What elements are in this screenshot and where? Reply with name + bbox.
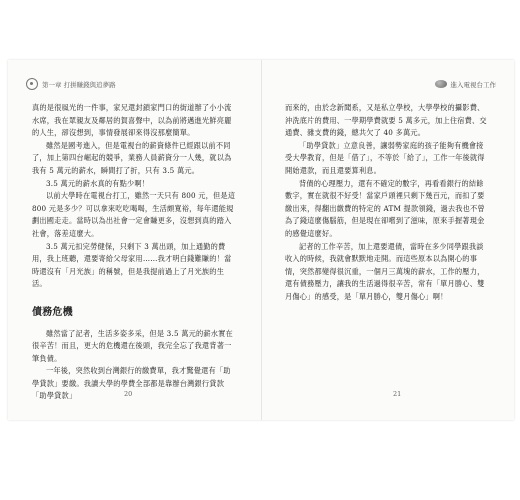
left-header-text: 第一章 打拼賺錢與追夢路 — [42, 80, 116, 89]
right-body — [285, 102, 490, 304]
left-header — [26, 78, 116, 90]
paragraph: 3.5 萬元扣完勞健保，只剩下 3 萬出頭，加上通勤的費用，我上班聽，還要寄給父母家用……我才明白錢難賺的！當時還沒有「月光族」的稱號，但是我提前過上了月光族的生活。 — [32, 241, 232, 289]
paragraph: 「助學貸款」立意良善，讓弱勢家庭的孩子能夠有機會接受大學教育，但是「借了」，不等於「給了」，工作一年後就得開始還款，而且還要算利息。 — [285, 140, 485, 175]
right-page — [261, 60, 514, 420]
page-number: 21 — [393, 390, 402, 398]
paragraph: 雖然是國考進入，但是電視台的薪資條件已經跟以前不同了，加上第四台崛起的競爭，業務人員薪資分一人幾，就以為我有 5 萬元的薪水，瞬間打了折，只有 3.5 萬元。 — [32, 140, 232, 175]
paragraph: 一年後，突然收到台灣銀行的繳費單，我才驚覺還有「助學貸款」要繳。我讀大學的學費全部都是靠辦台灣銀行貸款「助學貸款」 — [32, 366, 231, 401]
left-body — [32, 102, 237, 403]
paragraph: 記者的工作辛苦，加上還要還債，當時在多少同學跟我談收入的時候，我就會默默地走開。而這些原本以為開心的事情，突然都變得很沉重，一個月三萬塊的薪水，工作的壓力，還有債務壓力，讓我的生活過得很辛苦，常有「單月勝心、雙月傷心」的感受，是「單月勝心，雙月傷心」啊！ — [285, 241, 485, 301]
right-header — [435, 78, 497, 90]
section-heading: 債務危機 — [32, 306, 73, 318]
page-number: 20 — [124, 390, 133, 398]
paragraph: 背債的心理壓力，還有不確定的數字，再看看銀行的結餘數字，實在就很不好受！當家戶頭裡只剩下幾百元，而扣了要繳出來，得翻出繳費的特定的 ATM 提款領錢，過去我也不曾為了錢這麼傷腦筋，但是現在卻嚐到了滋味，原來手握著現金的感覺這麼好。 — [285, 178, 485, 238]
paragraph: 以前大學時在電視台打工，雖然一天只有 800 元，但是這 800 元是多少？可以拿來吃吃喝喝，生活頗寬裕，每年還能規劃出國走走。當時以為出社會一定會賺更多，沒想到真的踏入社會，落差這麼大。 — [32, 191, 236, 238]
book-spread — [8, 60, 514, 420]
right-header-text: 進入電視台工作 — [450, 80, 496, 89]
paragraph: 3.5 萬元的薪水真的有點少啊！ — [46, 178, 150, 188]
paragraph: 真的是很風光的一件事，家兄還封鎖家門口的街道辦了小小流水席，我在眾親友及鄰居的賀喜聲中，以為前將邁進光鮮亮麗的人生，卻沒想到，事情發展卻來得沒那麼簡單。 — [32, 103, 232, 138]
paragraph: 而來的，由於念新聞系，又是私立學校，大學學校的攝影費、沖洗底片的費用、一學期學費就要 5 萬多元，加上住宿費、交通費、雜支費的錢，總共欠了 40 多萬元。 — [285, 103, 487, 138]
egg-icon — [435, 80, 447, 88]
paragraph: 雖然當了記者，生活多姿多采，但是 3.5 萬元的薪水實在很辛苦！而且，更大的危機還在後頭，我完全忘了我還背著一筆負債。 — [32, 328, 233, 363]
left-page — [8, 60, 261, 420]
chapter-icon — [26, 78, 38, 90]
